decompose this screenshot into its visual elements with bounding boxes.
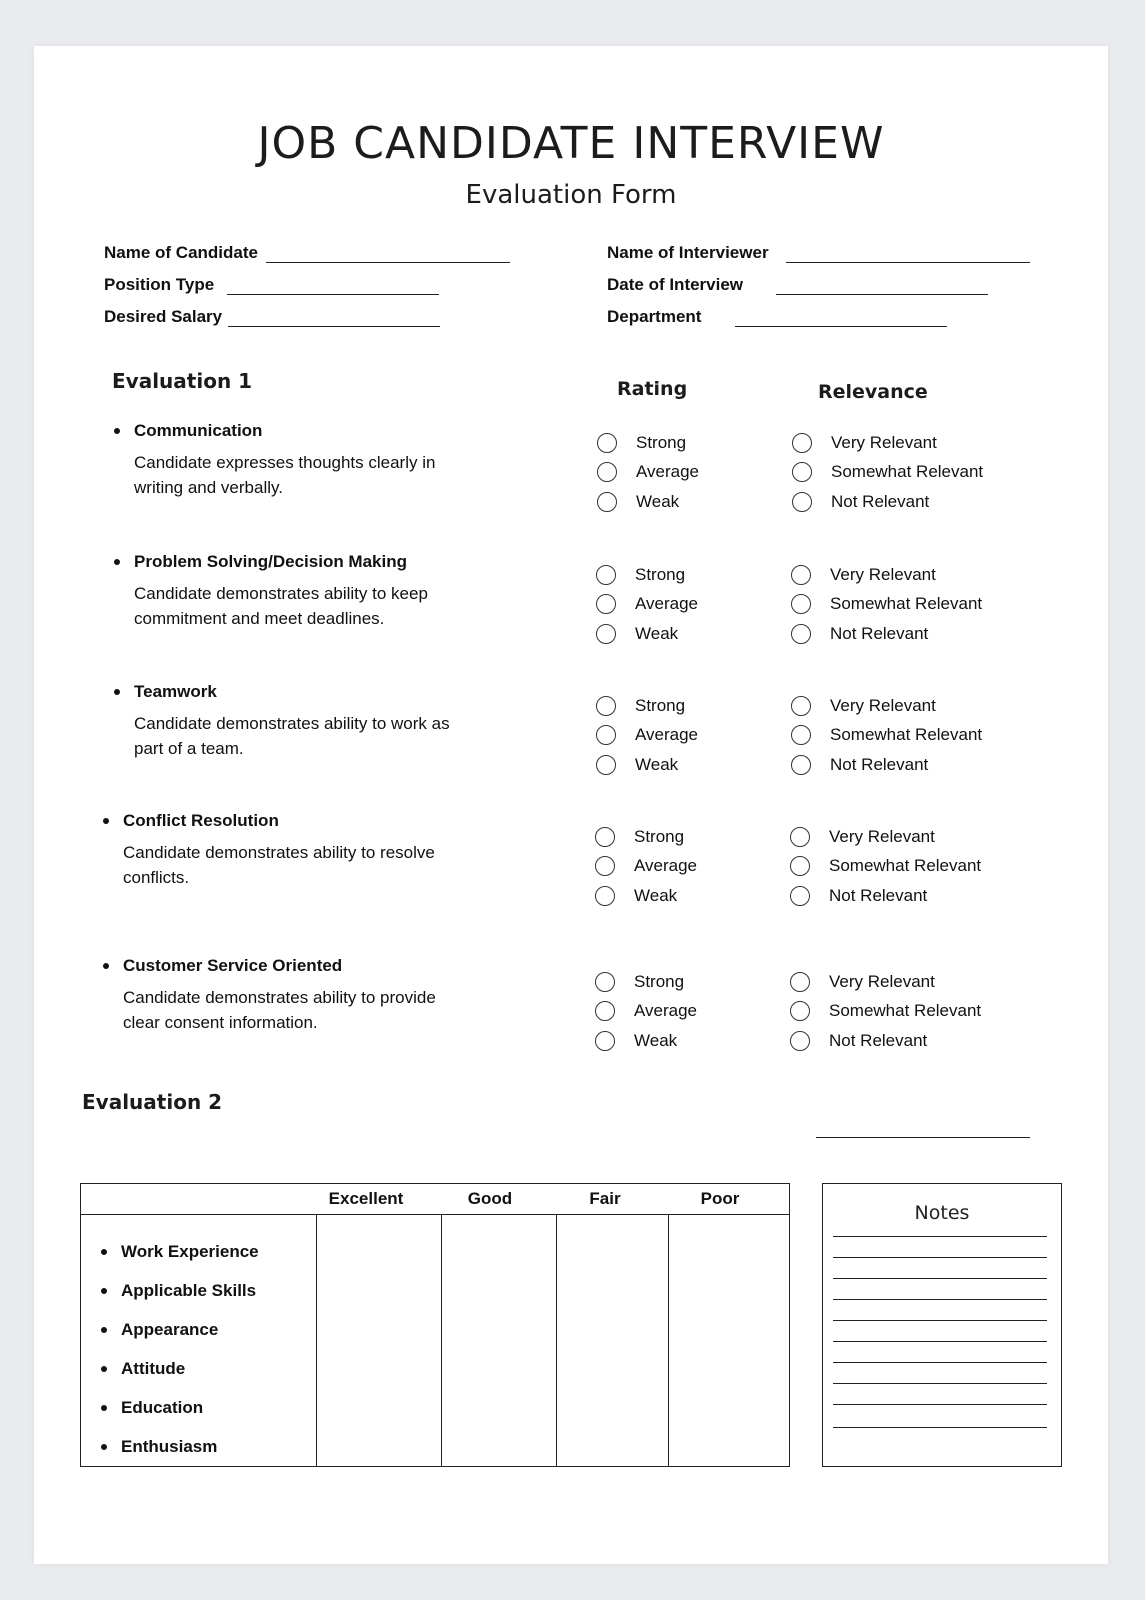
criterion-name: Conflict Resolution <box>103 811 603 831</box>
field-desired-salary <box>104 307 440 327</box>
option-somewhat-relevant[interactable]: Somewhat Relevant <box>791 721 982 751</box>
radio-button[interactable] <box>596 755 616 775</box>
list-item: Attitude <box>101 1349 259 1388</box>
list-item: Work Experience <box>101 1232 259 1271</box>
rating-heading: Rating <box>617 378 688 400</box>
radio-button[interactable] <box>790 1001 810 1021</box>
bullet-icon <box>101 1288 107 1294</box>
rating-options-customer-service <box>595 967 697 1056</box>
criterion-conflict-resolution <box>103 811 603 890</box>
option-somewhat-relevant[interactable]: Somewhat Relevant <box>790 852 981 882</box>
option-weak[interactable]: Weak <box>595 1026 697 1056</box>
notes-line[interactable] <box>833 1362 1047 1363</box>
field-name-of-candidate <box>104 243 510 263</box>
field-date-of-interview <box>607 275 988 295</box>
bullet-icon <box>114 559 120 565</box>
notes-line[interactable] <box>833 1236 1047 1237</box>
relevance-heading: Relevance <box>818 381 928 403</box>
bullet-icon <box>101 1327 107 1333</box>
list-item: Education <box>101 1388 259 1427</box>
option-weak[interactable]: Weak <box>595 881 697 911</box>
criterion-name: Customer Service Oriented <box>103 956 603 976</box>
cell-fair[interactable] <box>558 1215 667 1466</box>
radio-button[interactable] <box>597 433 617 453</box>
radio-button[interactable] <box>791 565 811 585</box>
evaluation-1-heading: Evaluation 1 <box>112 369 253 393</box>
column-header-poor: Poor <box>700 1189 740 1208</box>
notes-line[interactable] <box>833 1320 1047 1321</box>
bullet-icon <box>103 963 109 969</box>
option-strong[interactable]: Strong <box>596 691 698 721</box>
radio-button[interactable] <box>790 886 810 906</box>
column-header-fair: Fair <box>589 1189 621 1208</box>
radio-button[interactable] <box>792 462 812 482</box>
option-very-relevant[interactable]: Very Relevant <box>792 428 983 458</box>
bullet-icon <box>114 428 120 434</box>
radio-button[interactable] <box>596 624 616 644</box>
notes-line[interactable] <box>833 1427 1047 1428</box>
evaluation-2-items <box>101 1232 259 1466</box>
column-divider <box>316 1215 317 1466</box>
criterion-communication <box>114 421 614 500</box>
option-somewhat-relevant[interactable]: Somewhat Relevant <box>792 458 983 488</box>
field-position-type <box>104 275 439 295</box>
criterion-description: Candidate demonstrates ability to provide clear consent information. <box>123 988 436 1032</box>
rating-options-teamwork <box>596 691 698 780</box>
department-input[interactable] <box>735 312 947 327</box>
option-strong[interactable]: Strong <box>595 967 697 997</box>
criterion-description: Candidate demonstrates ability to keep commitment and meet deadlines. <box>134 584 428 628</box>
radio-button[interactable] <box>792 492 812 512</box>
option-not-relevant[interactable]: Not Relevant <box>790 1026 981 1056</box>
radio-button[interactable] <box>596 696 616 716</box>
field-name-of-interviewer <box>607 243 1030 263</box>
radio-button[interactable] <box>791 594 811 614</box>
radio-button[interactable] <box>595 856 615 876</box>
option-average[interactable]: Average <box>597 458 699 488</box>
field-department <box>607 307 947 327</box>
bullet-icon <box>101 1366 107 1372</box>
radio-button[interactable] <box>792 433 812 453</box>
radio-button[interactable] <box>595 886 615 906</box>
relevance-options-conflict-resolution <box>790 822 981 911</box>
criterion-description: Candidate expresses thoughts clearly in writing and verbally. <box>134 453 436 497</box>
interviewer-name-input[interactable] <box>786 248 1030 263</box>
criterion-problem-solving <box>114 552 614 631</box>
column-header-excellent: Excellent <box>328 1189 404 1208</box>
cell-poor[interactable] <box>670 1215 788 1466</box>
option-not-relevant[interactable]: Not Relevant <box>791 619 982 649</box>
list-item: Appearance <box>101 1310 259 1349</box>
column-divider <box>556 1215 557 1466</box>
relevance-options-teamwork <box>791 691 982 780</box>
table-header-row <box>81 1184 789 1215</box>
radio-button[interactable] <box>791 624 811 644</box>
option-somewhat-relevant[interactable]: Somewhat Relevant <box>790 997 981 1027</box>
option-not-relevant[interactable]: Not Relevant <box>790 881 981 911</box>
notes-line[interactable] <box>833 1299 1047 1300</box>
radio-button[interactable] <box>595 1031 615 1051</box>
criterion-name: Problem Solving/Decision Making <box>114 552 614 572</box>
bullet-icon <box>103 818 109 824</box>
radio-button[interactable] <box>790 827 810 847</box>
field-label: Desired Salary <box>104 307 223 326</box>
bullet-icon <box>101 1249 107 1255</box>
radio-button[interactable] <box>596 725 616 745</box>
radio-button[interactable] <box>597 462 617 482</box>
field-label: Department <box>607 307 702 326</box>
evaluation-2-table <box>80 1183 790 1467</box>
desired-salary-input[interactable] <box>228 312 440 327</box>
option-weak[interactable]: Weak <box>597 487 699 517</box>
criterion-name: Teamwork <box>114 682 614 702</box>
form-page <box>34 46 1108 1564</box>
bullet-icon <box>101 1405 107 1411</box>
radio-button[interactable] <box>791 755 811 775</box>
bullet-icon <box>114 689 120 695</box>
radio-button[interactable] <box>597 492 617 512</box>
list-item: Applicable Skills <box>101 1271 259 1310</box>
notes-line[interactable] <box>833 1278 1047 1279</box>
column-header-good: Good <box>467 1189 513 1208</box>
column-divider <box>668 1215 669 1466</box>
criterion-description: Candidate demonstrates ability to work as part of a team. <box>134 714 450 758</box>
rating-options-communication <box>597 428 699 517</box>
radio-button[interactable] <box>595 1001 615 1021</box>
notes-line[interactable] <box>833 1404 1047 1405</box>
option-weak[interactable]: Weak <box>596 750 698 780</box>
radio-button[interactable] <box>790 1031 810 1051</box>
radio-button[interactable] <box>596 594 616 614</box>
option-strong[interactable]: Strong <box>596 560 698 590</box>
form-title: JOB CANDIDATE INTERVIEW <box>257 118 885 169</box>
field-label: Position Type <box>104 275 215 294</box>
relevance-options-problem-solving <box>791 560 982 649</box>
option-not-relevant[interactable]: Not Relevant <box>791 750 982 780</box>
option-strong[interactable]: Strong <box>597 428 699 458</box>
option-very-relevant[interactable]: Very Relevant <box>791 691 982 721</box>
option-average[interactable]: Average <box>595 852 697 882</box>
cell-excellent[interactable] <box>318 1215 440 1466</box>
radio-button[interactable] <box>595 972 615 992</box>
option-somewhat-relevant[interactable]: Somewhat Relevant <box>791 590 982 620</box>
list-item: Enthusiasm <box>101 1427 259 1466</box>
radio-button[interactable] <box>790 856 810 876</box>
candidate-name-input[interactable] <box>266 248 510 263</box>
interview-date-input[interactable] <box>776 280 988 295</box>
form-subtitle: Evaluation Form <box>465 180 677 210</box>
field-label: Date of Interview <box>607 275 744 294</box>
radio-button[interactable] <box>596 565 616 585</box>
option-not-relevant[interactable]: Not Relevant <box>792 487 983 517</box>
notes-line[interactable] <box>833 1341 1047 1342</box>
radio-button[interactable] <box>791 725 811 745</box>
notes-box <box>822 1183 1062 1467</box>
criterion-teamwork <box>114 682 614 761</box>
option-average[interactable]: Average <box>596 590 698 620</box>
bullet-icon <box>101 1444 107 1450</box>
field-label: Name of Interviewer <box>607 243 769 262</box>
option-very-relevant[interactable]: Very Relevant <box>790 822 981 852</box>
option-strong[interactable]: Strong <box>595 822 697 852</box>
column-divider <box>441 1215 442 1466</box>
criterion-name: Communication <box>114 421 614 441</box>
evaluation-2-signature-line[interactable] <box>816 1137 1030 1138</box>
rating-options-conflict-resolution <box>595 822 697 911</box>
option-average[interactable]: Average <box>596 721 698 751</box>
option-very-relevant[interactable]: Very Relevant <box>791 560 982 590</box>
notes-title: Notes <box>914 1202 970 1224</box>
criterion-description: Candidate demonstrates ability to resolve conflicts. <box>123 843 435 887</box>
evaluation-2-heading: Evaluation 2 <box>82 1090 223 1114</box>
relevance-options-customer-service <box>790 967 981 1056</box>
criterion-customer-service <box>103 956 603 1035</box>
field-label: Name of Candidate <box>104 243 258 262</box>
relevance-options-communication <box>792 428 983 517</box>
cell-good[interactable] <box>443 1215 555 1466</box>
option-very-relevant[interactable]: Very Relevant <box>790 967 981 997</box>
option-weak[interactable]: Weak <box>596 619 698 649</box>
option-average[interactable]: Average <box>595 997 697 1027</box>
notes-line[interactable] <box>833 1383 1047 1384</box>
rating-options-problem-solving <box>596 560 698 649</box>
radio-button[interactable] <box>595 827 615 847</box>
notes-line[interactable] <box>833 1257 1047 1258</box>
radio-button[interactable] <box>791 696 811 716</box>
position-type-input[interactable] <box>227 280 439 295</box>
radio-button[interactable] <box>790 972 810 992</box>
